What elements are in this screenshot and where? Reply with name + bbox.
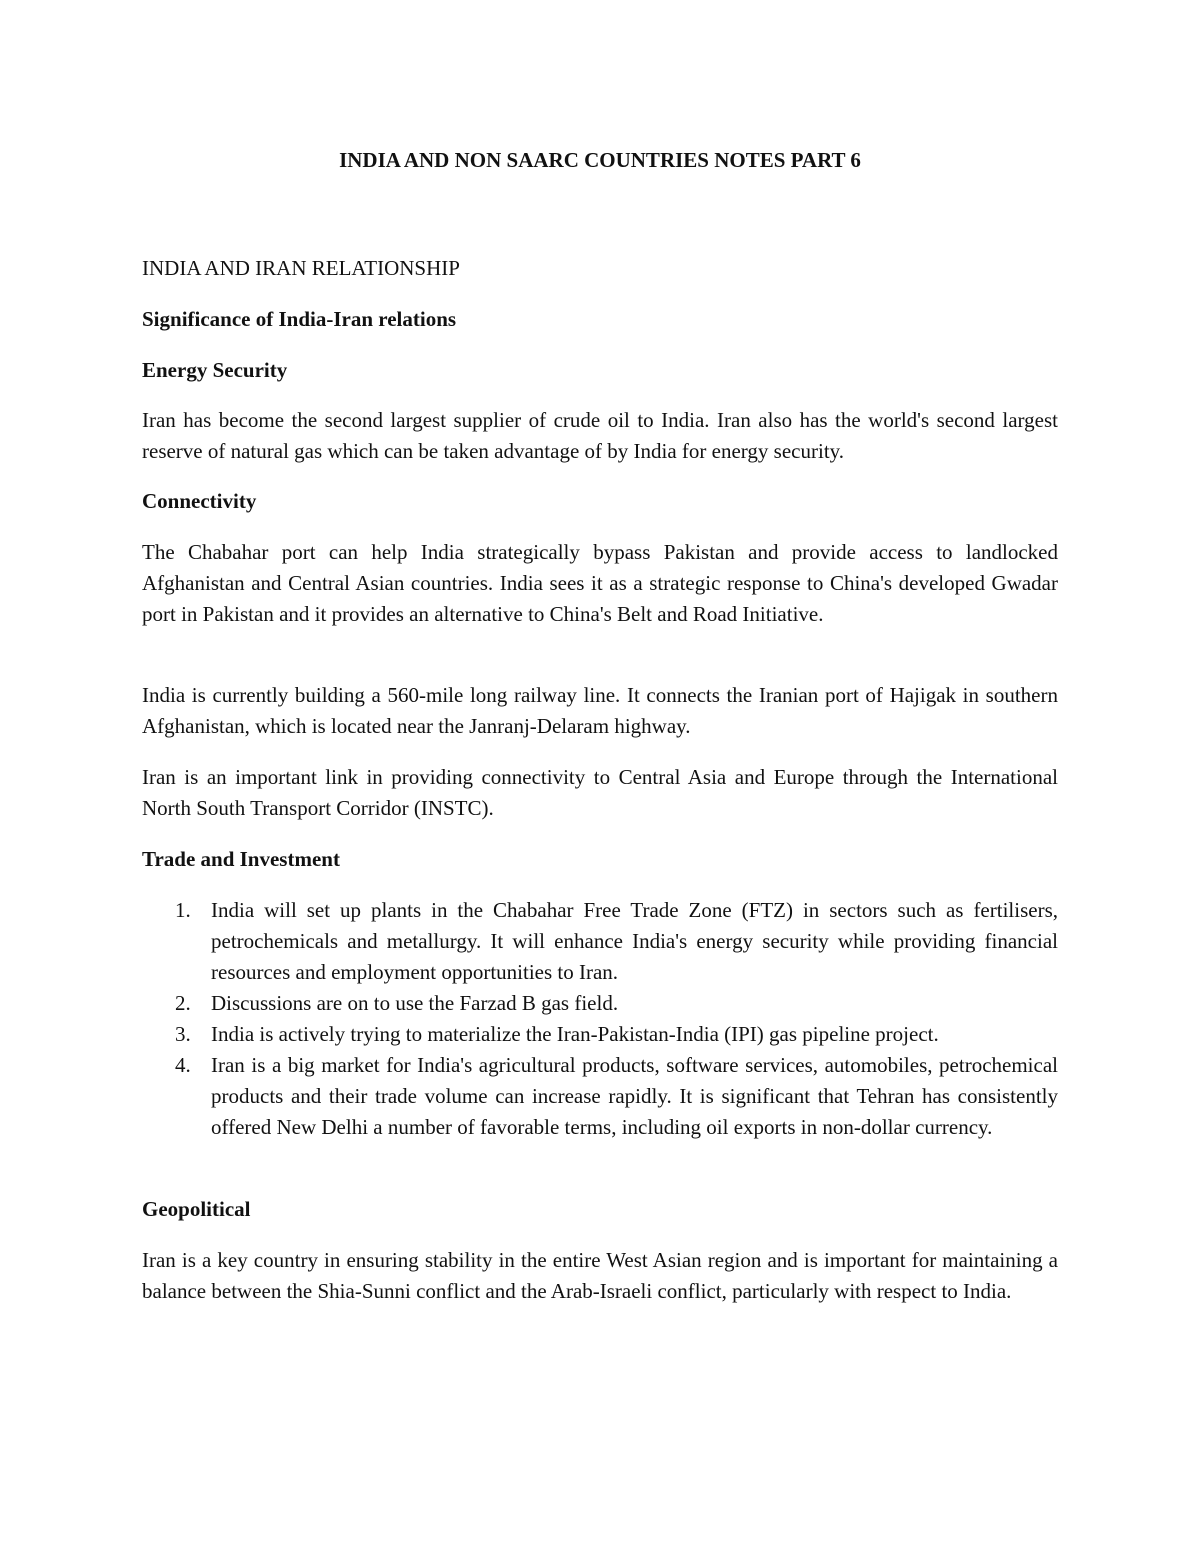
list-item-text: India will set up plants in the Chabahar Free Trade Zone (FTZ) in sectors such as fertilisers, petrochemicals and metallurgy. It will enhance India's energy security while providing financial resources and employment opportunities to Iran. [211,898,1058,984]
list-item [142,988,1058,1019]
list-item-number: 3. [175,1022,191,1046]
list-item-number: 4. [175,1053,191,1077]
paragraph-energy-security: Iran has become the second largest supplier of crude oil to India. Iran also has the world's second largest reserve of natural gas which can be taken advantage of by India for energy security. [142,408,1058,463]
subheading-significance: Significance of India-Iran relations [142,307,457,331]
list-item-number: 1. [175,898,191,922]
list-item-text: India is actively trying to materialize the Iran-Pakistan-India (IPI) gas pipeline project. [211,1022,939,1046]
trade-list [142,895,1058,1143]
paragraph-geopolitical: Iran is a key country in ensuring stability in the entire West Asian region and is important for maintaining a balance between the Shia-Sunni conflict and the Arab-Israeli conflict, particularly with respect to India. [142,1248,1058,1303]
list-item [142,895,1058,988]
paragraph-connectivity-1: The Chabahar port can help India strategically bypass Pakistan and provide access to landlocked Afghanistan and Central Asian countries. India sees it as a strategic response to China's developed Gwadar port in Pakistan and it provides an alternative to China's Belt and Road Initiative. [142,540,1058,626]
list-item-text: Discussions are on to use the Farzad B gas field. [211,991,619,1015]
heading-trade-investment: Trade and Investment [142,847,340,871]
list-item-number: 2. [175,991,191,1015]
list-item [142,1050,1058,1143]
document-title: INDIA AND NON SAARC COUNTRIES NOTES PART 6 [339,148,861,172]
list-item-text: Iran is a big market for India's agricultural products, software services, automobiles, petrochemical products and their trade volume can increase rapidly. It is significant that Tehran has consistently offered New Delhi a number of favorable terms, including oil exports in non-dollar currency. [211,1053,1058,1139]
section-heading: INDIA AND IRAN RELATIONSHIP [142,256,460,280]
list-item [142,1019,1058,1050]
paragraph-connectivity-2: India is currently building a 560-mile long railway line. It connects the Iranian port of Hajigak in southern Afghanistan, which is located near the Janranj-Delaram highway. [142,683,1058,738]
paragraph-connectivity-3: Iran is an important link in providing connectivity to Central Asia and Europe through the International North South Transport Corridor (INSTC). [142,765,1058,820]
heading-connectivity: Connectivity [142,489,257,513]
heading-geopolitical: Geopolitical [142,1197,251,1221]
heading-energy-security: Energy Security [142,358,288,382]
